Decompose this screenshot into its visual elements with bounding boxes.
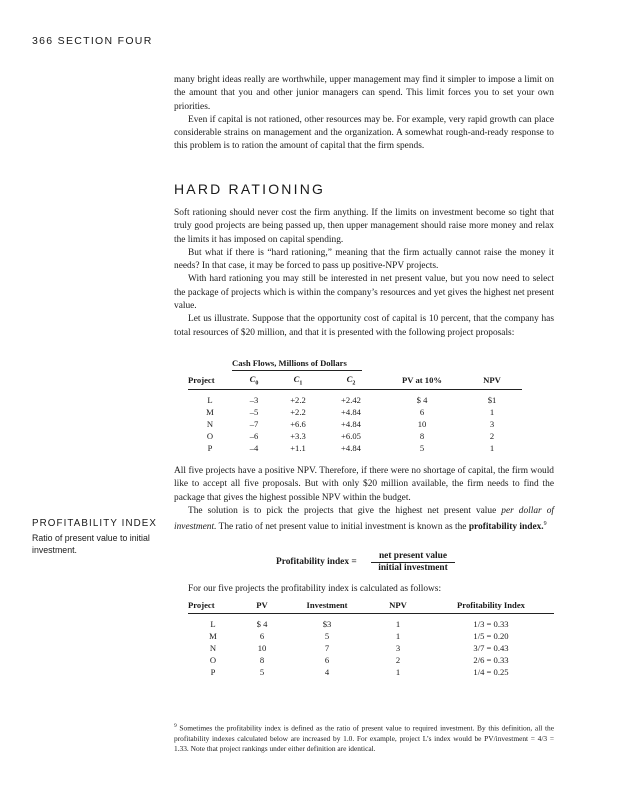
cash-flow-table [188,374,522,454]
col-header-c1: $C_1$ [276,374,320,389]
cell: +6.05 [341,430,361,441]
cell: $ 4 [416,394,428,405]
col-header-c0: $C_0$ [232,374,276,389]
cell: 1/3 = 0.33 [473,619,509,629]
cell: +2.2 [290,394,306,405]
col-header-c2: $C_2$ [320,374,382,389]
pi-intro [174,583,554,596]
cell: L [210,619,216,629]
after-table-text [174,465,554,535]
cell: 3 [395,643,401,653]
body-paragraph-1: Soft rationing should never cost the firm anything. If the limits on investment become so tight that truly good projects are being passed up, then upper management should raise more money and relax the limits it has imposed on capital spending. [174,208,554,245]
cell: 5 [259,667,265,677]
cell: 1 [489,442,495,453]
col-header-pv: PV at 10% [382,374,462,389]
cell: 1 [395,619,401,629]
cell: 4 [324,667,330,677]
col-header-pv: PV [238,599,286,614]
cell: 2 [489,430,495,441]
cell: 2/6 = 0.33 [473,655,509,665]
profitability-index-term: profitability index. [468,522,544,533]
cash-flow-group-header: Cash Flows, Millions of Dollars [232,358,362,371]
intro-text [174,74,554,154]
intro-paragraph-2: Even if capital is not rationed, other resources may be. For example, very rapid growth can place considerable strains on management and the organization. A somewhat rough-and-ready response to this problem is to ration the amount of capital that the firm spends. [174,114,554,152]
table-header-row [188,374,522,389]
cell: +1.1 [290,442,306,453]
cell: +4.84 [341,442,361,453]
profitability-table-block [188,599,554,678]
intro-paragraph-1: many bright ideas really are worthwhile, upper management may find it simpler to impose a limit on the amount that you and other junior managers can spend. This limit forces you to set your own priorities. [174,75,554,112]
after-paragraph-2: The solution is to pick the projects that give the highest net present value per dollar of investment. The ratio of net present value to initial investment is known as the profitability index.$^9$ [174,505,554,533]
table-row [188,614,554,631]
cell: +2.42 [341,394,361,405]
footnote-text: Sometimes the profitability index is defined as the ratio of present value to required investment. By this definition, all the profitability indexes calculated below are increased by 1.0. For example, project L’s index would be PV/investment = 4/3 = 1.33. Note that project rankings under either definition are identical. [174,723,554,754]
cell: M [206,406,214,417]
cell: –6 [249,430,259,441]
cell: $3 [322,619,332,629]
cell: P [207,442,213,453]
body-paragraph-4: Let us illustrate. Suppose that the opportunity cost of capital is 10 percent, that the company has total resources of $20 million, and that it is presented with the following project proposals: [174,314,554,338]
formula-fraction [371,551,455,573]
cell: 8 [259,655,265,665]
cell: 1/4 = 0.25 [473,667,509,677]
cell: P [210,667,216,677]
cell: $1 [487,394,497,405]
cell: M [209,631,217,641]
cell: O [206,430,214,441]
cell: 2 [395,655,401,665]
table-row [188,406,522,418]
col-header-npv: NPV [368,599,428,614]
col-header-investment: Investment [286,599,368,614]
formula-label: Profitability index = [276,557,357,567]
cell: N [209,643,217,653]
cell: 3/7 = 0.43 [473,643,509,653]
col-header-project: Project [188,599,238,614]
body-paragraph-3: With hard rationing you may still be interested in net present value, but you now need to select the package of projects which is within the company’s resources and yet gives the highest net present value. [174,274,554,312]
cell: 6 [259,631,265,641]
running-head: 366 SECTION FOUR [32,35,153,47]
section-heading: HARD RATIONING [174,181,326,197]
cell: +3.3 [290,430,306,441]
formula-denominator: initial investment [378,563,448,573]
hard-rationing-body [174,207,554,340]
cell: 6 [419,406,425,417]
cell: –5 [249,406,259,417]
cell: 1 [395,631,401,641]
cell: O [209,655,217,665]
cell: +6.6 [290,418,306,429]
cell: 7 [324,643,330,653]
margin-note [32,518,162,556]
profitability-table [188,599,554,678]
cell: 1 [395,667,401,677]
footnote [174,721,554,754]
cell: L [207,394,213,405]
cell: 8 [419,430,425,441]
cell: 3 [489,418,495,429]
cell: 1/5 = 0.20 [473,631,509,641]
cell: +4.84 [341,418,361,429]
cell: $ 4 [256,619,268,629]
cell: 10 [257,643,267,653]
cell: –7 [249,418,259,429]
table-row [188,442,522,454]
table-header-row [188,599,554,614]
table-row [188,418,522,430]
footnote-marker: 9 [174,723,177,729]
table-row [188,430,522,442]
col-header-project: Project [188,374,232,389]
after-paragraph-1: All five projects have a positive NPV. Therefore, if there were no shortage of capital, the firm would like to accept all five proposals. But with only $20 million available, the firm needs to find the package that gives the highest possible NPV within the budget. [174,466,554,503]
cell: +4.84 [341,406,361,417]
margin-term: PROFITABILITY INDEX [32,518,158,529]
cell: 10 [417,418,427,429]
cell: 5 [324,631,330,641]
pi-intro-paragraph: For our five projects the profitability index is calculated as follows: [188,584,442,594]
cell: N [206,418,214,429]
table-row [188,389,522,406]
body-paragraph-2: But what if there is “hard rationing,” meaning that the firm actually cannot raise the money it needs? In that case, it may be forced to pass up positive-NPV projects. [174,247,554,272]
cell: 6 [324,655,330,665]
cell: –4 [249,442,259,453]
formula-numerator: net present value [371,551,455,563]
margin-definition: Ratio of present value to initial investment. [32,533,150,555]
col-header-npv: NPV [462,374,522,389]
table-row [188,642,554,654]
cell: 5 [419,442,425,453]
col-header-profitability-index: Profitability Index [428,599,554,614]
cell: 1 [489,406,495,417]
table-row [188,654,554,666]
cell: –3 [249,394,259,405]
cell: +2.2 [290,406,306,417]
table-row [188,666,554,678]
table-row [188,630,554,642]
